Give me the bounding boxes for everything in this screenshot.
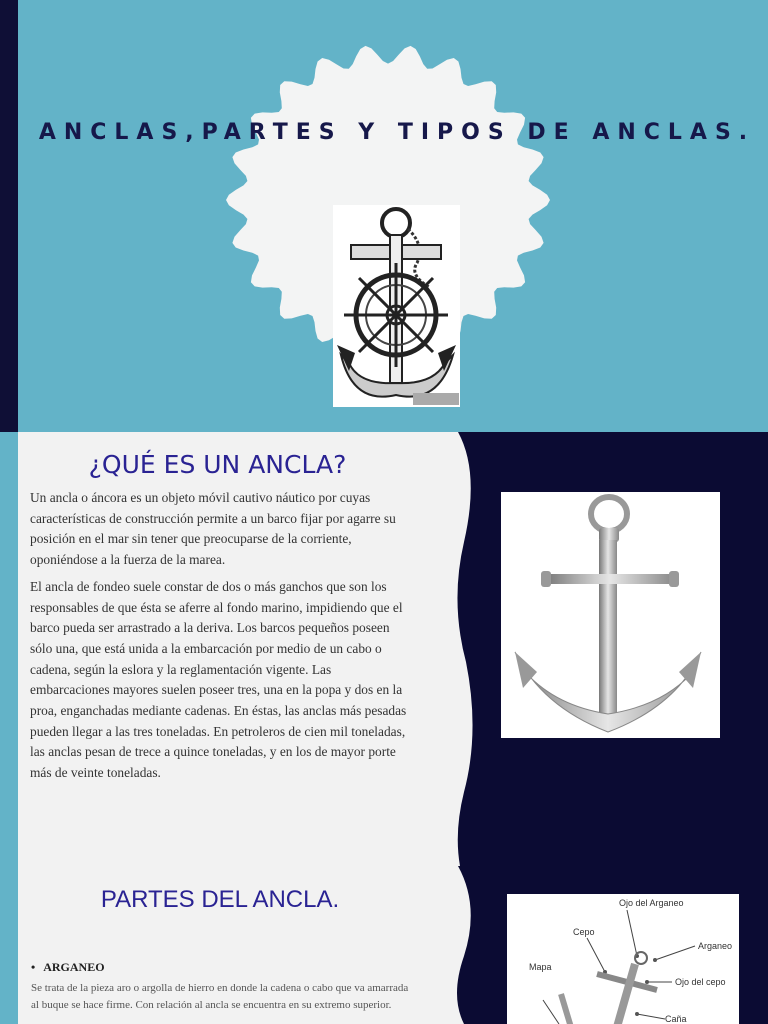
what-is-anchor-slide bbox=[0, 432, 768, 866]
bullet-item bbox=[31, 960, 105, 975]
bullet-label: ARGANEO bbox=[43, 960, 105, 974]
section-heading: ¿QUÉ ES UN ANCLA? bbox=[88, 450, 347, 479]
anchor-parts-diagram bbox=[507, 894, 739, 1024]
page-title: ANCLAS,PARTES Y TIPOS DE ANCLAS. bbox=[38, 120, 756, 145]
label-mapa: Mapa bbox=[529, 962, 552, 972]
steel-anchor-image bbox=[501, 492, 720, 738]
bullet-dot: • bbox=[31, 960, 36, 974]
left-accent-bar bbox=[0, 0, 18, 432]
paragraph: Un ancla o áncora es un objeto móvil cautivo náutico por cuyas características de construcción permite a un barco fijar por agarre su posición en el mar sin tener que preocuparse de la corriente, oponiéndose a la fuerza de la marea. bbox=[30, 490, 396, 568]
label-cepo: Cepo bbox=[573, 927, 595, 937]
label-arganeo: Arganeo bbox=[698, 941, 733, 951]
label-ojo-cepo: Ojo del cepo bbox=[675, 977, 726, 987]
body-text bbox=[30, 488, 408, 790]
part-description: Se trata de la pieza aro o argolla de hierro en donde la cadena o cabo que va amarrada al buque se hace firme. Con relación al ancla se encuentra en su extremo superior. bbox=[31, 982, 409, 1011]
anchor-parts-slide bbox=[0, 866, 768, 1024]
left-accent-strip bbox=[0, 432, 18, 866]
left-accent-strip bbox=[0, 866, 18, 1024]
title-slide bbox=[0, 0, 768, 432]
section-heading: PARTES DEL ANCLA. bbox=[100, 886, 340, 913]
paragraph: El ancla de fondeo suele constar de dos o más ganchos que son los responsables de que ésta se aferre al fondo marino, impidiendo que el barco pueda ser arrastrado a la deriva. Los barcos pequeños poseen sólo una, que está unida a la embarcación por medio de un cabo o cadena, según la eslora y la reglamentación vigente. Las embarcaciones mayores suelen poseer tres, una en la popa y dos en la proa, enganchadas mediante cadenas. En éstas, las anclas más pesadas pueden llegar a las tres toneladas. En petroleros de cien mil toneladas, las anclas pesan de trece a quince toneladas, y en los de mayor porte más de veinte toneladas. bbox=[30, 578, 407, 781]
label-cana: Caña bbox=[665, 1014, 687, 1024]
label-ojo-arganeo: Ojo del Arganeo bbox=[619, 898, 684, 908]
anchor-wheel-illustration bbox=[333, 205, 460, 407]
